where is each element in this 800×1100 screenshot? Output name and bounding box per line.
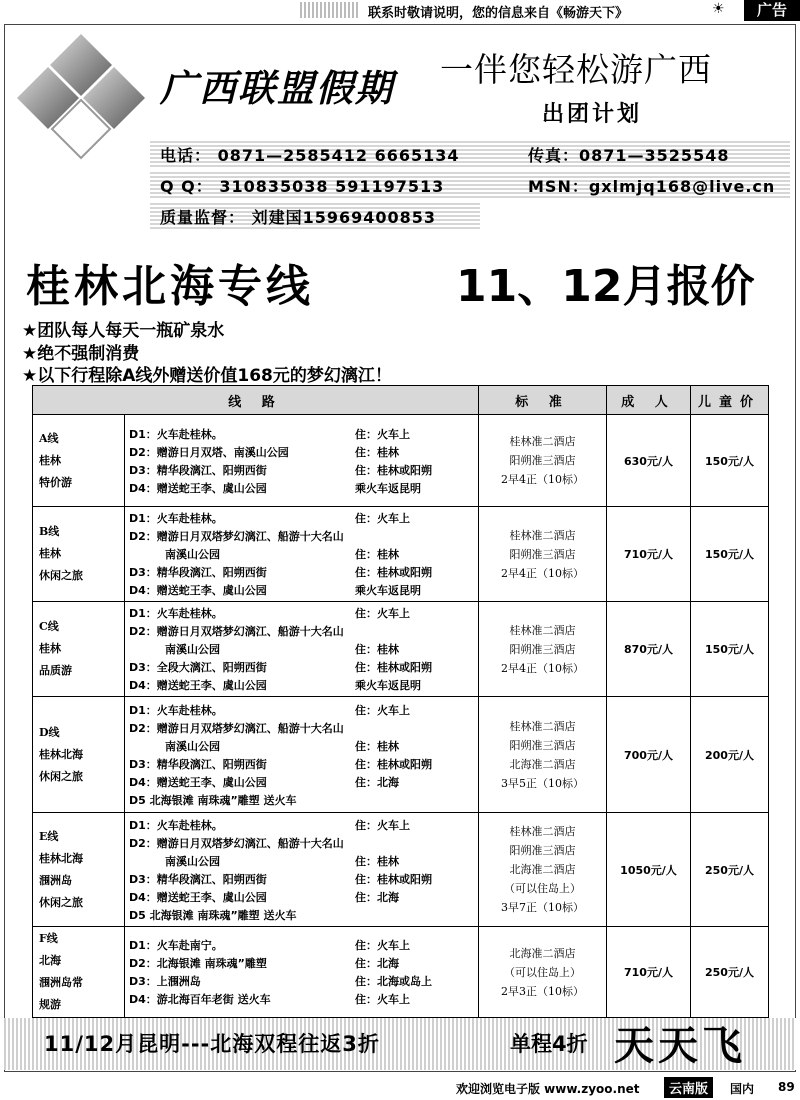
route-name	[33, 813, 125, 927]
adult-price: 710元/人	[607, 507, 691, 602]
route-name-line: 桂林北海	[39, 851, 83, 865]
msn: MSN：gxlmjq168@live.cn	[528, 177, 776, 196]
itinerary-stay: 住：桂林或阳朔	[355, 661, 432, 674]
table-row	[33, 602, 769, 697]
itinerary-day: D5 北海银滩 南珠魂”雕塑 送火车	[129, 908, 297, 922]
itinerary-stay: 住：北海	[355, 775, 399, 789]
itinerary-line	[129, 972, 478, 990]
itinerary	[125, 813, 479, 927]
itinerary-line	[129, 581, 478, 599]
itinerary-line	[129, 936, 478, 954]
itinerary-line	[129, 509, 478, 527]
promo-single: 单程4折	[510, 1032, 588, 1056]
section-label: 国内	[730, 1082, 755, 1096]
headline: 桂林北海专线	[26, 261, 314, 312]
itinerary-day: D3：精华段漓江、阳朔西街	[129, 566, 267, 579]
route-name	[33, 415, 125, 507]
standard-line: 阳朔准三酒店	[509, 547, 576, 561]
adult-price: 710元/人	[607, 927, 691, 1018]
itinerary-day: 南溪山公园	[165, 548, 220, 561]
route-name-line: 休闲之旅	[39, 895, 83, 909]
standard-line: 阳朔准三酒店	[509, 844, 576, 857]
header-adult: 成 人	[607, 386, 691, 415]
itinerary-line	[129, 563, 478, 581]
adult-price: 700元/人	[607, 697, 691, 813]
table-row	[33, 697, 769, 813]
itinerary-day: D2：赠游日月双塔梦幻漓江、船游十大名山	[129, 721, 344, 735]
route-name	[33, 507, 125, 602]
itinerary-stay: 乘火车返昆明	[355, 481, 421, 495]
itinerary	[125, 507, 479, 602]
standard-line: 北海准二酒店	[509, 946, 576, 960]
qq: Q Q： 310835038 591197513	[160, 177, 445, 196]
table-row	[33, 507, 769, 602]
slogan: 一伴您轻松游广西	[440, 50, 712, 89]
itinerary-day: D1：火车赴桂林。	[129, 818, 223, 832]
route-name-line: E线	[39, 829, 59, 843]
brand-name: 广西联盟假期	[160, 67, 394, 110]
table-row	[33, 415, 769, 507]
itinerary-line	[129, 527, 478, 545]
route-name-line: 休闲之旅	[39, 769, 83, 783]
itinerary-stay: 住：北海	[355, 957, 399, 970]
route-name	[33, 602, 125, 697]
table-header-row	[33, 386, 769, 415]
itinerary-day: D3：精华段漓江、阳朔西街	[129, 757, 267, 771]
itinerary	[125, 602, 479, 697]
itinerary-day: D2：赠游日月双塔梦幻漓江、船游十大名山	[129, 836, 344, 850]
itinerary-day: D2：赠游日月双塔、南溪山公园	[129, 445, 289, 459]
route-name-line: 桂林北海	[39, 747, 83, 761]
table-row	[33, 927, 769, 1018]
itinerary-line	[129, 834, 478, 852]
itinerary-day: D1：火车赴桂林。	[129, 512, 223, 525]
itinerary	[125, 927, 479, 1018]
itinerary-day: D4：赠送蛇王李、虞山公园	[129, 584, 267, 597]
itinerary-stay: 住：火车上	[355, 818, 410, 832]
route-name-line: 品质游	[39, 664, 72, 677]
itinerary-day: D2：赠游日月双塔梦幻漓江、船游十大名山	[129, 530, 344, 543]
itinerary-stay: 住：北海	[355, 890, 399, 904]
itinerary-stay: 住：桂林或阳朔	[355, 872, 432, 886]
sun-icon: ☀	[712, 1, 725, 17]
route-name-line: D线	[39, 725, 60, 739]
itinerary-stay: 住：桂林	[355, 739, 399, 753]
itinerary-stay: 住：桂林或阳朔	[355, 566, 432, 579]
standard-line: 北海准二酒店	[509, 863, 576, 876]
itinerary-day: D4：赠送蛇王李、虞山公园	[129, 890, 267, 904]
standard-line: 阳朔准三酒店	[509, 642, 576, 656]
price-headline: 11、12月报价	[456, 261, 755, 312]
route-name-line: 桂林	[39, 453, 61, 467]
route-name-line: A线	[39, 431, 59, 445]
itinerary-stay: 乘火车返昆明	[355, 584, 421, 597]
itinerary-stay: 住：桂林	[355, 445, 399, 459]
adult-price: 630元/人	[607, 415, 691, 507]
standard-line: 阳朔准三酒店	[509, 454, 576, 467]
itinerary-line	[129, 773, 478, 791]
standard-line: 2早4正（10标）	[501, 566, 584, 580]
top-bar	[0, 0, 800, 22]
itinerary-line	[129, 658, 478, 676]
route-name-line: C线	[39, 620, 59, 633]
child-price: 250元/人	[691, 813, 769, 927]
itinerary-day: D4：赠送蛇王李、虞山公园	[129, 679, 267, 692]
hotel-standard	[479, 507, 607, 602]
bullet-item: ★绝不强制消费	[22, 344, 140, 364]
itinerary-day: 南溪山公园	[165, 739, 220, 753]
standard-line: （可以住岛上）	[504, 882, 581, 895]
plan-title: 出团计划	[542, 102, 643, 127]
route-name-line: F线	[39, 932, 58, 945]
standard-line: 阳朔准三酒店	[509, 738, 576, 752]
itinerary-line	[129, 737, 478, 755]
route-table	[32, 385, 769, 1018]
route-name	[33, 697, 125, 813]
hotel-standard	[479, 697, 607, 813]
child-price: 150元/人	[691, 415, 769, 507]
itinerary-stay: 住：北海或岛上	[355, 975, 432, 988]
itinerary-day: D1：火车赴桂林。	[129, 703, 223, 717]
itinerary-stay: 住：桂林或阳朔	[355, 463, 432, 477]
itinerary-line	[129, 791, 478, 809]
standard-line: 桂林准二酒店	[509, 435, 576, 448]
itinerary-stay: 住：火车上	[355, 993, 410, 1006]
phone: 电话： 0871—2585412 6665134	[160, 146, 460, 165]
source-note: 联系时敬请说明，您的信息来自《畅游天下》	[368, 6, 629, 21]
standard-line: 桂林准二酒店	[509, 719, 576, 733]
adult-price: 1050元/人	[607, 813, 691, 927]
route-name-line: 特价游	[39, 475, 72, 489]
dot-pattern	[300, 2, 360, 18]
itinerary	[125, 415, 479, 507]
itinerary-day: D1：火车赴桂林。	[129, 427, 223, 441]
itinerary-line	[129, 701, 478, 719]
itinerary-day: D2：赠游日月双塔梦幻漓江、船游十大名山	[129, 625, 344, 638]
route-name-line: B线	[39, 525, 60, 538]
header-child: 儿童价	[691, 386, 769, 415]
itinerary-stay: 住：桂林	[355, 854, 399, 868]
itinerary-day: D1：火车赴南宁。	[129, 939, 223, 952]
edition-badge: 云南版	[664, 1077, 713, 1098]
child-price: 150元/人	[691, 602, 769, 697]
itinerary-day: D5 北海银滩 南珠魂”雕塑 送火车	[129, 793, 297, 807]
itinerary-line	[129, 852, 478, 870]
itinerary-day: D3：上涠洲岛	[129, 975, 201, 988]
itinerary-stay: 乘火车返昆明	[355, 679, 421, 692]
route-name-line: 规游	[39, 998, 61, 1011]
bullet-item: ★团队每人每天一瓶矿泉水	[22, 321, 225, 341]
itinerary-stay: 住：桂林或阳朔	[355, 757, 432, 771]
itinerary-stay: 住：火车上	[355, 512, 410, 525]
table-row	[33, 813, 769, 927]
diamond-logo-icon	[16, 30, 146, 160]
hotel-standard	[479, 927, 607, 1018]
route-name-line: 桂林	[39, 547, 61, 560]
route-name-line: 桂林	[39, 642, 61, 655]
itinerary-stay: 住：火车上	[355, 703, 410, 717]
adult-price: 870元/人	[607, 602, 691, 697]
itinerary-day: D1：火车赴桂林。	[129, 607, 223, 620]
standard-line: （可以住岛上）	[504, 965, 581, 979]
itinerary-line	[129, 604, 478, 622]
hotel-standard	[479, 415, 607, 507]
itinerary-day: D4：游北海百年老街 送火车	[129, 993, 271, 1006]
itinerary-line	[129, 443, 478, 461]
bullet-item: ★以下行程除A线外赠送价值168元的梦幻漓江！	[22, 366, 392, 386]
itinerary-stay: 住：火车上	[355, 427, 410, 441]
fax: 传真：0871—3525548	[528, 146, 730, 165]
itinerary-line	[129, 545, 478, 563]
itinerary-line	[129, 755, 478, 773]
header-route: 线 路	[33, 386, 479, 415]
hotel-standard	[479, 813, 607, 927]
header-standard: 标 准	[479, 386, 607, 415]
itinerary-line	[129, 990, 478, 1008]
hotel-standard	[479, 602, 607, 697]
itinerary-stay: 住：桂林	[355, 548, 399, 561]
itinerary-line	[129, 906, 478, 924]
standard-line: 桂林准二酒店	[509, 623, 576, 637]
itinerary-line	[129, 954, 478, 972]
itinerary-line	[129, 622, 478, 640]
route-name-line: 休闲之旅	[39, 569, 83, 582]
route-name-line: 涠洲岛常	[39, 976, 83, 989]
standard-line: 桂林准二酒店	[509, 528, 576, 542]
itinerary-day: D3：精华段漓江、阳朔西街	[129, 463, 267, 477]
standard-line: 2早3正（10标）	[501, 984, 584, 998]
itinerary-stay: 住：桂林	[355, 643, 399, 656]
itinerary-line	[129, 888, 478, 906]
itinerary-line	[129, 461, 478, 479]
itinerary	[125, 697, 479, 813]
itinerary-day: D2：北海银滩 南珠魂”雕塑	[129, 957, 267, 970]
standard-line: 2早4正（10标）	[501, 473, 584, 486]
standard-line: 北海准二酒店	[509, 757, 576, 771]
page-number: 89	[778, 1080, 795, 1094]
itinerary-line	[129, 870, 478, 888]
standard-line: 3早7正（10标）	[501, 901, 584, 914]
itinerary-line	[129, 479, 478, 497]
child-price: 250元/人	[691, 927, 769, 1018]
itinerary-line	[129, 816, 478, 834]
itinerary-day: D4：赠送蛇王李、虞山公园	[129, 481, 267, 495]
itinerary-line	[129, 719, 478, 737]
standard-line: 3早5正（10标）	[501, 776, 584, 790]
ad-label: 广告	[744, 0, 800, 21]
itinerary-day: 南溪山公园	[165, 854, 220, 868]
supervisor: 质量监督： 刘建国15969400853	[160, 208, 437, 227]
route-name-line: 北海	[39, 954, 61, 967]
itinerary-line	[129, 640, 478, 658]
route-name-line: 涠洲岛	[39, 873, 72, 887]
itinerary-line	[129, 676, 478, 694]
child-price: 150元/人	[691, 507, 769, 602]
standard-line: 2早4正（10标）	[501, 661, 584, 675]
standard-line: 桂林准二酒店	[509, 825, 576, 838]
promo-text: 11/12月昆明---北海双程往返3折	[44, 1032, 380, 1056]
route-name	[33, 927, 125, 1018]
daily-flight-title: 天天飞	[614, 1022, 746, 1069]
itinerary-day: D3：全段大漓江、阳朔西街	[129, 661, 267, 674]
itinerary-day: 南溪山公园	[165, 643, 220, 656]
itinerary-line	[129, 425, 478, 443]
itinerary-stay: 住：火车上	[355, 939, 410, 952]
itinerary-day: D3：精华段漓江、阳朔西街	[129, 872, 267, 886]
footer-text: 欢迎浏览电子版 www.zyoo.net	[456, 1082, 640, 1096]
itinerary-day: D4：赠送蛇王李、虞山公园	[129, 775, 267, 789]
itinerary-stay: 住：火车上	[355, 607, 410, 620]
child-price: 200元/人	[691, 697, 769, 813]
